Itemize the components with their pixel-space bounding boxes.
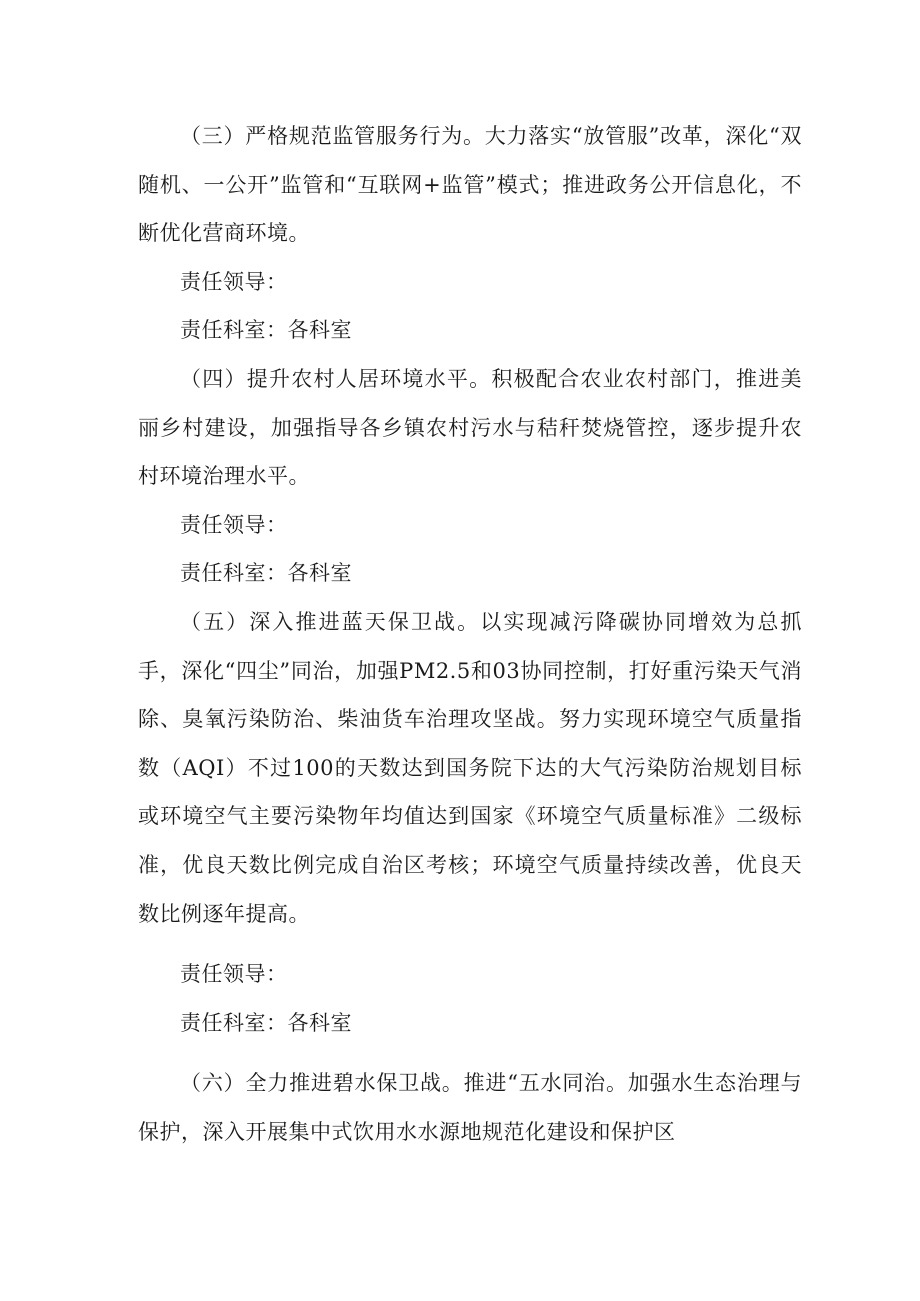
responsible-leader-line: 责任领导：	[180, 512, 288, 537]
responsible-department-line: 责任科室：各科室	[180, 561, 352, 586]
responsible-department-line: 责任科室：各科室	[180, 1010, 352, 1035]
paragraph-section-5: （五）深入推进蓝天保卫战。以实现减污降碳协同增效为总抓手，深化“四尘”同治，加强PM2.5和03协同控制，打好重污染天气消除、臭氧污染防治、柴油货车治理攻坚战。努力实现环境空气质量指数（AQI）不过100的天数达到国务院下达的大气污染防治规划目标或环境空气主要污染物年均值达到国家《环境空气质量标准》二级标准，优良天数比例完成自治区考核；环境空气质量持续改善，优良天数比例逐年提高。	[138, 609, 802, 926]
paragraph-section-3: （三）严格规范监管服务行为。大力落实“放管服”改革，深化“双随机、一公开”监管和“互联网+监管”模式；推进政务公开信息化，不断优化营商环境。	[138, 124, 802, 246]
responsible-department-line: 责任科室：各科室	[180, 318, 352, 343]
paragraph-section-4: （四）提升农村人居环境水平。积极配合农业农村部门，推进美丽乡村建设，加强指导各乡镇农村污水与秸秆焚烧管控，逐步提升农村环境治理水平。	[138, 366, 802, 489]
document-page	[138, 112, 802, 1156]
paragraph-section-6: （六）全力推进碧水保卫战。推进“五水同治。加强水生态治理与保护，深入开展集中式饮用水水源地规范化建设和保护区	[138, 1071, 802, 1144]
responsible-leader-line: 责任领导：	[180, 269, 288, 294]
responsible-leader-line: 责任领导：	[180, 962, 288, 987]
